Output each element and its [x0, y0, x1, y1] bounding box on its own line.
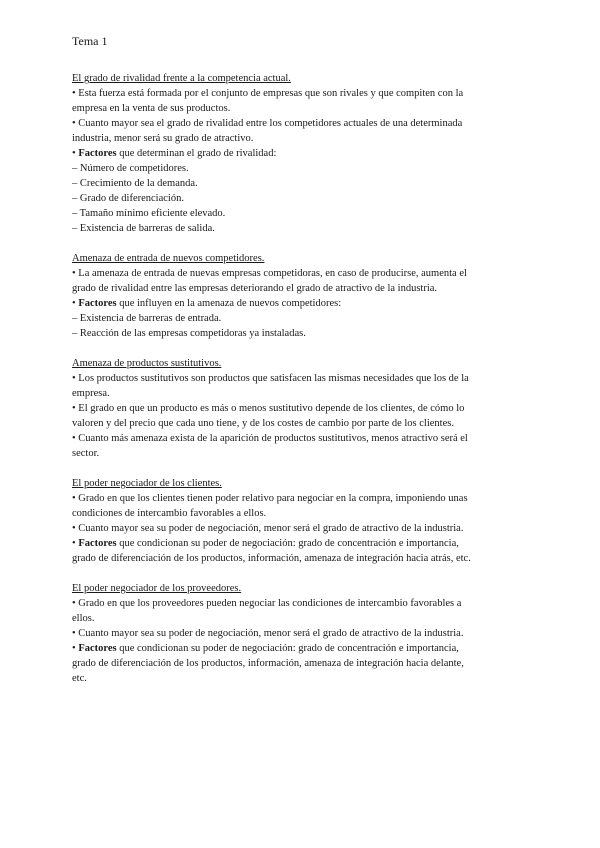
line-text: empresa. — [72, 388, 110, 399]
text-line — [72, 536, 528, 551]
line-text: que influyen en la amenaza de nuevos competidores: — [116, 298, 342, 309]
text-line — [72, 446, 528, 461]
text-line — [72, 656, 528, 671]
text-line — [72, 281, 528, 296]
text-line — [72, 206, 528, 221]
text-line — [72, 491, 528, 506]
text-line — [72, 551, 528, 566]
section-heading: Amenaza de entrada de nuevos competidores. — [72, 253, 265, 264]
section-heading: El grado de rivalidad frente a la competencia actual. — [72, 73, 291, 84]
sections-container — [72, 71, 528, 686]
line-text: • Grado en que los proveedores pueden negociar las condiciones de intercambio favorables a — [72, 598, 462, 609]
text-line — [72, 311, 528, 326]
text-line — [72, 611, 528, 626]
line-text: – Tamaño mínimo eficiente elevado. — [72, 208, 226, 219]
line-text: • El grado en que un producto es más o menos sustitutivo depende de los clientes, de cómo lo — [72, 403, 465, 414]
line-text: • Esta fuerza está formada por el conjunto de empresas que son rivales y que compiten con la — [72, 88, 464, 99]
text-line — [72, 146, 528, 161]
text-line — [72, 641, 528, 656]
text-line — [72, 191, 528, 206]
line-text: – Número de competidores. — [72, 163, 189, 174]
text-line — [72, 131, 528, 146]
line-text: etc. — [72, 673, 87, 684]
line-text: – Grado de diferenciación. — [72, 193, 184, 204]
text-line — [72, 296, 528, 311]
line-text: que condicionan su poder de negociación: grado de concentración e importancia, — [116, 538, 459, 549]
line-text: – Reacción de las empresas competidoras ya instaladas. — [72, 328, 306, 339]
page-title: Tema 1 — [72, 34, 108, 48]
line-text: • Grado en que los clientes tienen poder relativo para negociar en la compra, imponiendo unas — [72, 493, 468, 504]
bold-term: Factores — [78, 643, 117, 654]
bold-term: Factores — [78, 298, 117, 309]
line-text: grado de diferenciación de los productos, información, amenaza de integración hacia atrás, etc. — [72, 553, 471, 564]
line-text: – Existencia de barreras de salida. — [72, 223, 215, 234]
line-text: • La amenaza de entrada de nuevas empresas competidoras, en caso de producirse, aumenta el — [72, 268, 467, 279]
text-line — [72, 326, 528, 341]
document-page — [72, 34, 528, 701]
section — [72, 581, 528, 686]
line-text: • Cuanto mayor sea el grado de rivalidad entre los competidores actuales de una determinada — [72, 118, 463, 129]
line-text: • — [72, 643, 79, 654]
text-line — [72, 431, 528, 446]
line-text: grado de diferenciación de los productos, información, amenaza de integración hacia delante, — [72, 658, 464, 669]
bold-term: Factores — [78, 148, 117, 159]
text-line — [72, 626, 528, 641]
section — [72, 251, 528, 341]
text-line — [72, 386, 528, 401]
line-text: que condicionan su poder de negociación: grado de concentración e importancia, — [116, 643, 459, 654]
line-text: – Crecimiento de la demanda. — [72, 178, 198, 189]
line-text: ellos. — [72, 613, 95, 624]
line-text: • — [72, 148, 79, 159]
text-line — [72, 176, 528, 191]
line-text: • Cuanto mayor sea su poder de negociación, menor será el grado de atractivo de la industria. — [72, 628, 464, 639]
line-text: grado de rivalidad entre las empresas deteriorando el grado de atractivo de la industria. — [72, 283, 438, 294]
line-text: empresa en la venta de sus productos. — [72, 103, 231, 114]
section — [72, 356, 528, 461]
bold-term: Factores — [78, 538, 117, 549]
line-text: • Los productos sustitutivos son productos que satisfacen las mismas necesidades que los de la — [72, 373, 469, 384]
line-text: condiciones de intercambio favorables a ellos. — [72, 508, 267, 519]
text-line — [72, 671, 528, 686]
section — [72, 476, 528, 566]
text-line — [72, 401, 528, 416]
section — [72, 71, 528, 236]
text-line — [72, 266, 528, 281]
text-line — [72, 221, 528, 236]
section-heading: El poder negociador de los proveedores. — [72, 583, 242, 594]
line-text: • — [72, 538, 79, 549]
text-line — [72, 116, 528, 131]
line-text: • Cuanto mayor sea su poder de negociación, menor será el grado de atractivo de la industria. — [72, 523, 464, 534]
line-text: industria, menor será su grado de atractivo. — [72, 133, 254, 144]
section-heading: El poder negociador de los clientes. — [72, 478, 222, 489]
text-line — [72, 371, 528, 386]
text-line — [72, 596, 528, 611]
text-line — [72, 101, 528, 116]
text-line — [72, 161, 528, 176]
text-line — [72, 416, 528, 431]
text-line — [72, 506, 528, 521]
line-text: • — [72, 298, 79, 309]
line-text: • Cuanto más amenaza exista de la aparición de productos sustitutivos, menos atractivo será el — [72, 433, 468, 444]
text-line — [72, 86, 528, 101]
line-text: que determinan el grado de rivalidad: — [116, 148, 277, 159]
section-heading: Amenaza de productos sustitutivos. — [72, 358, 222, 369]
line-text: sector. — [72, 448, 100, 459]
line-text: – Existencia de barreras de entrada. — [72, 313, 222, 324]
line-text: valoren y del precio que cada uno tiene, y de los costes de cambio por parte de los clientes. — [72, 418, 454, 429]
text-line — [72, 521, 528, 536]
